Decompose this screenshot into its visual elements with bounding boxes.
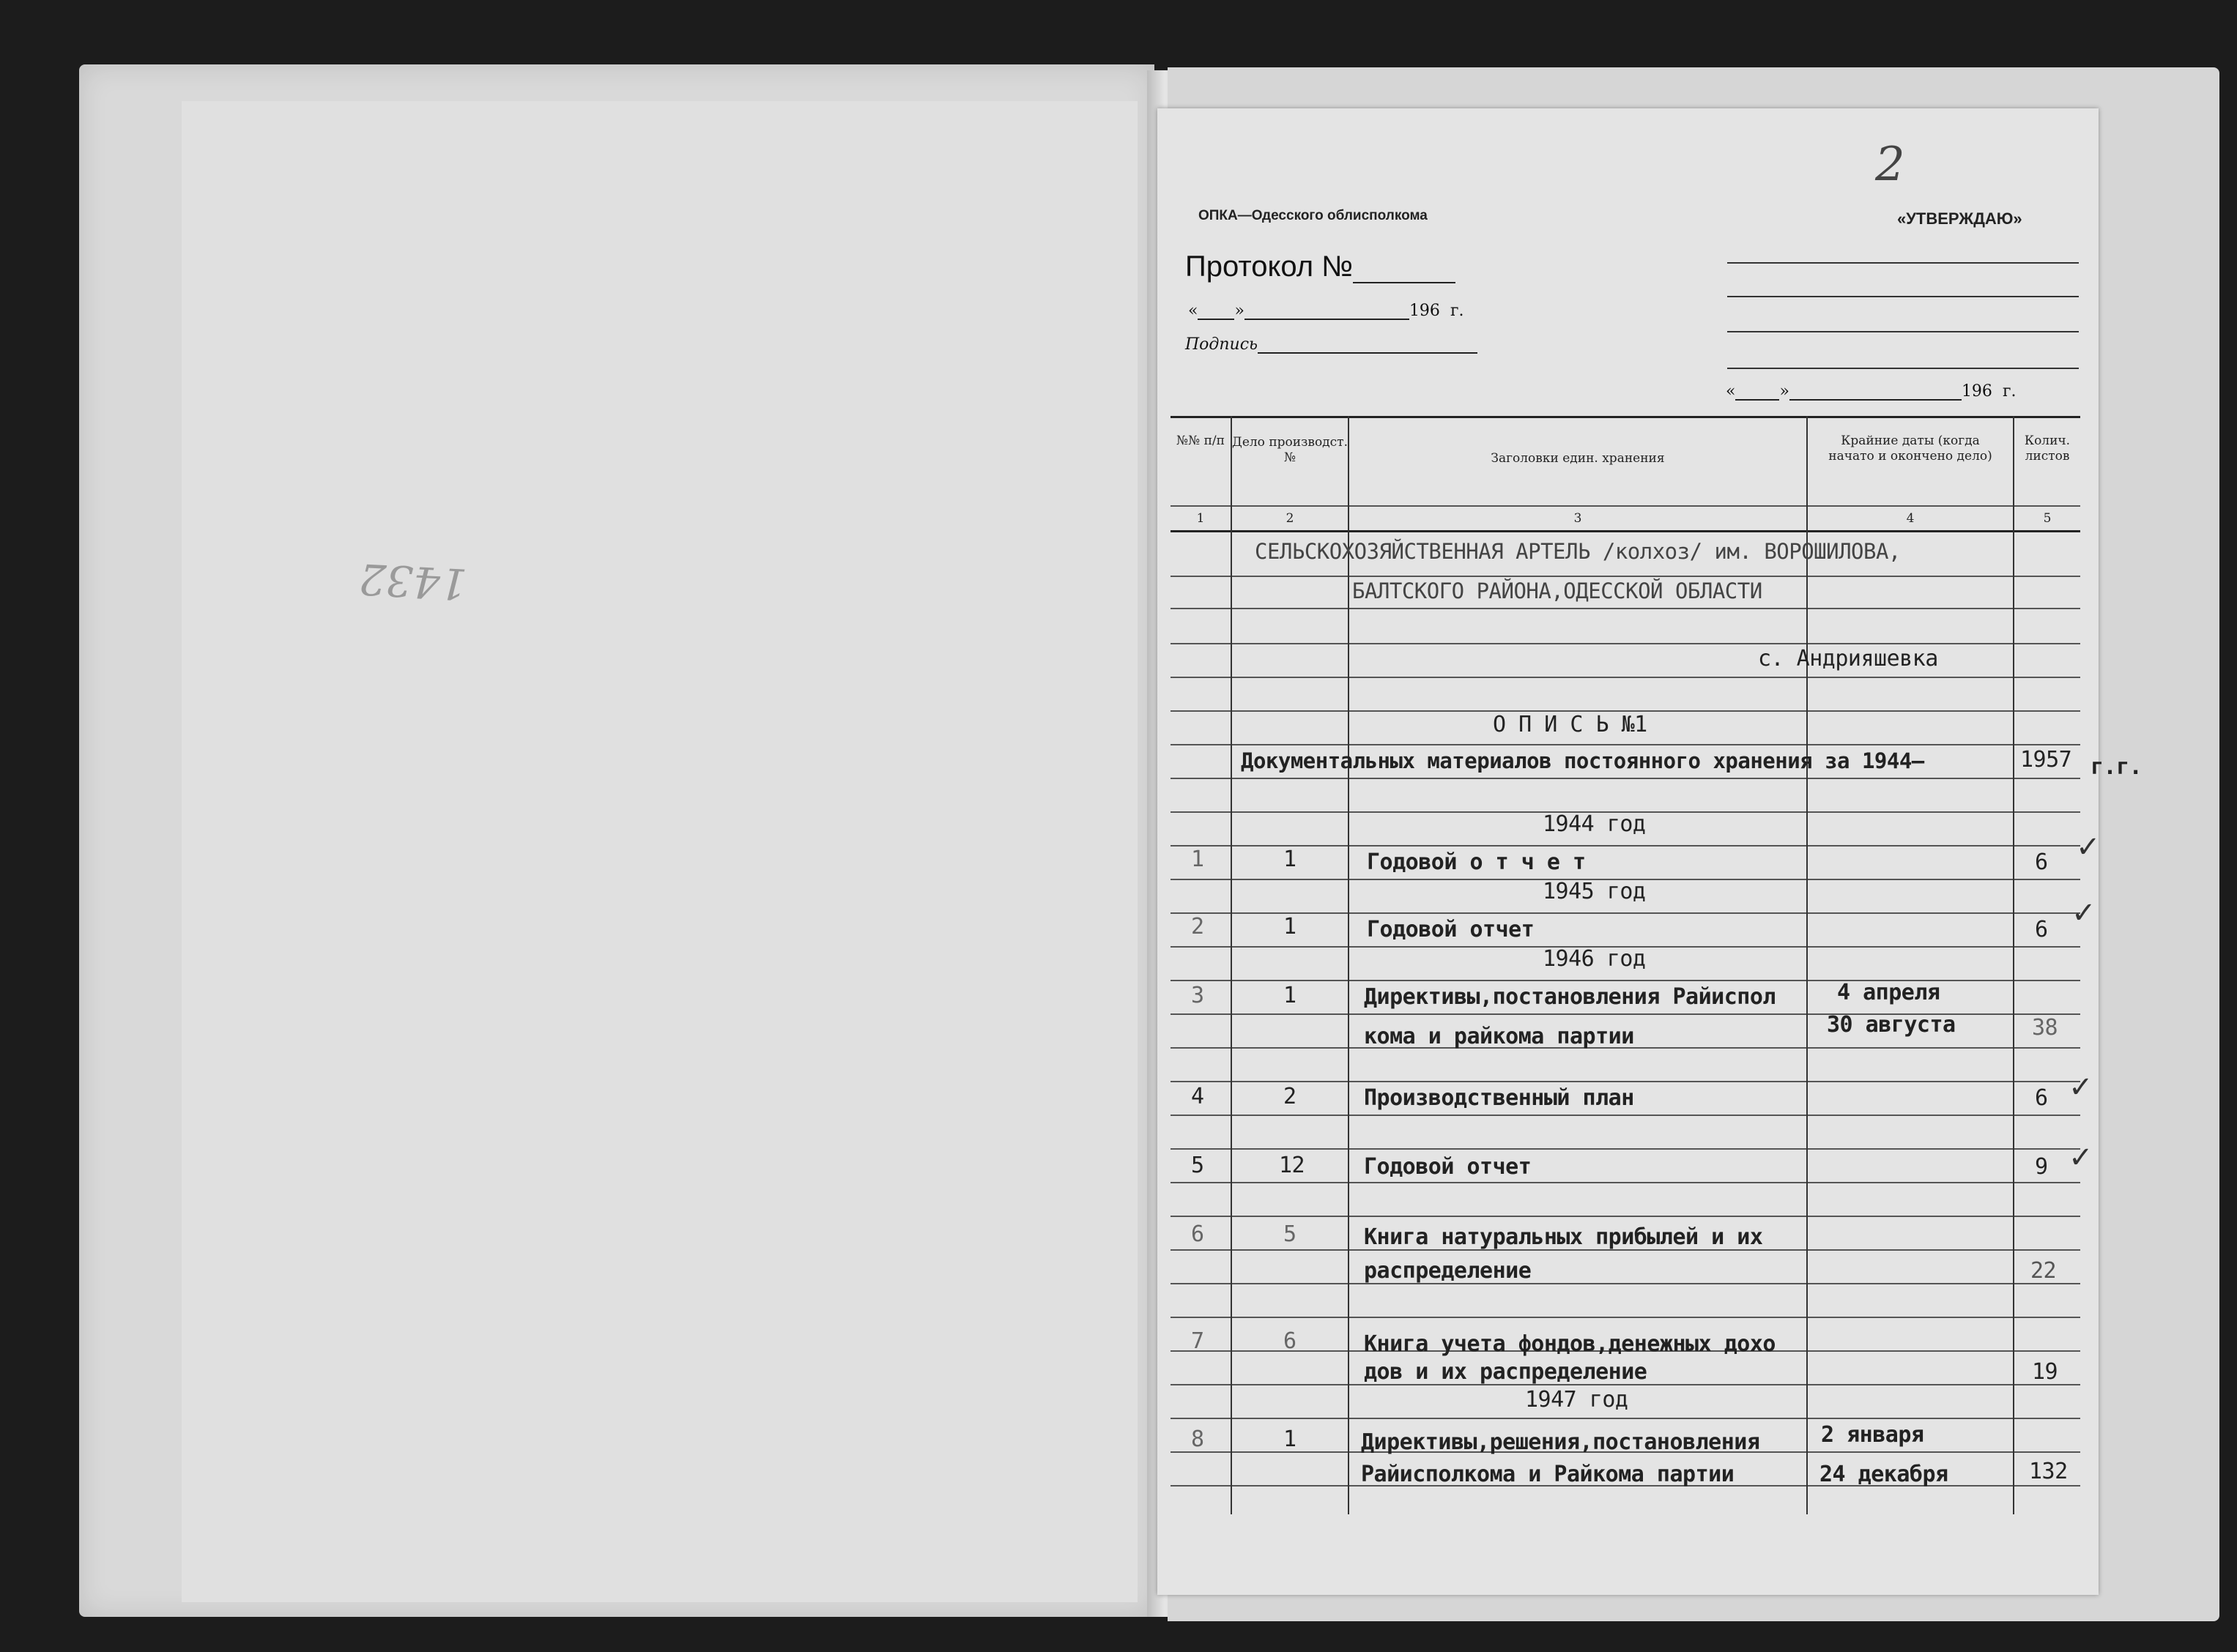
row-5-case: 12 (1279, 1153, 1305, 1178)
row-8-case: 1 (1283, 1426, 1296, 1452)
row-4-case: 2 (1283, 1084, 1296, 1109)
approve-line-2 (1727, 296, 2079, 297)
row-4-title: Производственный план (1364, 1085, 1634, 1111)
row-7-case: 6 (1283, 1328, 1296, 1354)
row-7-sheets: 19 (2032, 1359, 2058, 1385)
year-heading-1944: 1944 год (1543, 811, 1646, 837)
row-6-title-cont: распределение (1364, 1258, 1532, 1284)
inventory-subtitle-end: 1957 (2020, 747, 2072, 773)
row-3-num: 3 (1191, 983, 1204, 1008)
row-6-case: 5 (1283, 1221, 1296, 1247)
header-col1: №№ п/п (1176, 434, 1225, 448)
title-line-1: СЕЛЬСКОХОЗЯЙСТВЕННАЯ АРТЕЛЬ /колхоз/ им. ВОРОШИЛОВА, (1255, 539, 1901, 564)
date-quote-open: « (1188, 302, 1198, 320)
protocol-label: Протокол № (1185, 250, 1354, 283)
approve-year-suffix: г. (2002, 382, 2017, 401)
col-divider (2013, 416, 2014, 1514)
row-rule (1171, 1115, 2080, 1116)
row-3-title-cont: кома и райкома партии (1364, 1024, 1634, 1049)
col-number-5: 5 (2043, 511, 2052, 526)
approve-header: «УТВЕРЖДАЮ» (1897, 209, 2022, 228)
row-1-title: Годовой о т ч е т (1367, 849, 1586, 875)
row-rule (1171, 1283, 2080, 1284)
row-3-case: 1 (1283, 983, 1296, 1008)
protocol-date (1188, 302, 1463, 320)
left-page (79, 64, 1154, 1617)
inventory-table (1171, 416, 2143, 1514)
village-name: с. Андрияшевка (1758, 646, 1938, 671)
row-rule (1171, 1317, 2080, 1318)
col-number-rule (1171, 530, 2080, 532)
day-blank (1198, 319, 1234, 320)
header-rule (1171, 505, 2080, 507)
table-top-rule (1171, 416, 2080, 418)
year-prefix: 196 (1409, 302, 1440, 320)
header-col2: Дело производст. № (1232, 435, 1348, 465)
row-rule (1171, 1148, 2080, 1150)
folio-number: 2 (1875, 138, 1905, 192)
approve-date-quote-close: » (1779, 382, 1789, 401)
year-suffix: г. (1450, 302, 1464, 320)
row-1-sheets: 6 (2035, 849, 2048, 875)
col-number-2: 2 (1286, 511, 1294, 526)
row-1-num: 1 (1191, 847, 1204, 872)
year-heading-1945: 1945 год (1543, 879, 1646, 904)
approve-date-quote-open: « (1726, 382, 1736, 401)
row-5-sheets: 9 (2035, 1154, 2048, 1180)
row-rule (1171, 1418, 2080, 1419)
row-4-check-icon: ✓ (2069, 1071, 2093, 1104)
col-number-1: 1 (1196, 511, 1205, 526)
row-8-sheets: 132 (2029, 1459, 2068, 1484)
approve-line-1 (1727, 262, 2079, 264)
approve-line-3 (1727, 331, 2079, 332)
year-heading-1947: 1947 год (1525, 1387, 1628, 1413)
row-2-title: Годовой отчет (1367, 917, 1535, 942)
year-heading-1946: 1946 год (1543, 946, 1646, 972)
row-8-date-start: 2 января (1821, 1422, 1924, 1448)
row-3-title: Директивы,постановления Райиспол (1364, 984, 1776, 1010)
row-1-check-icon: ✓ (2076, 830, 2101, 864)
row-6-sheets: 22 (2030, 1258, 2057, 1284)
row-rule (1171, 1081, 2080, 1082)
title-line-2: БАЛТСКОГО РАЙОНА,ОДЕССКОЙ ОБЛАСТИ (1352, 578, 1762, 603)
col-number-4: 4 (1906, 511, 1915, 526)
protocol-line (1185, 250, 1455, 283)
row-6-title: Книга натуральных прибылей и их (1364, 1224, 1763, 1250)
row-3-date-start: 4 апреля (1837, 980, 1940, 1005)
col-divider (1806, 416, 1808, 1514)
col-divider (1348, 416, 1349, 1514)
row-rule (1171, 608, 2080, 609)
row-4-sheets: 6 (2035, 1085, 2048, 1111)
header-col4: Крайние даты (когда начато и окончено дело) (1828, 434, 1992, 464)
row-7-num: 7 (1191, 1328, 1204, 1354)
signature-label: Подпись (1185, 335, 1258, 354)
row-2-sheets: 6 (2035, 917, 2048, 942)
row-rule (1171, 1216, 2080, 1217)
row-7-title: Книга учета фондов,денежных дохо (1364, 1331, 1776, 1357)
row-rule (1171, 643, 2080, 644)
row-7-title-cont: дов и их распределение (1364, 1359, 1647, 1385)
col-divider (1231, 416, 1232, 1514)
date-quote-close: » (1234, 302, 1244, 320)
approve-year-prefix: 196 (1961, 382, 1992, 401)
approve-day-blank (1735, 399, 1779, 401)
approve-date (1726, 382, 2016, 401)
row-5-check-icon: ✓ (2069, 1141, 2093, 1175)
left-page-scrawl: 1432 (357, 554, 469, 609)
row-2-check-icon: ✓ (2071, 896, 2096, 930)
row-8-date-end: 24 декабря (1819, 1462, 1948, 1487)
row-8-title: Директивы,решения,постановления (1361, 1429, 1760, 1455)
row-rule (1171, 677, 2080, 678)
row-3-sheets: 38 (2032, 1015, 2058, 1041)
approve-month-blank (1789, 399, 1962, 401)
header-col5: Колич. листов (2024, 434, 2071, 464)
row-6-num: 6 (1191, 1221, 1204, 1247)
header-col3: Заголовки един. хранения (1491, 451, 1665, 466)
row-rule (1171, 778, 2080, 779)
inventory-subtitle-suffix: г.г. (2091, 754, 2143, 780)
signature-blank (1258, 352, 1477, 354)
row-rule (1171, 980, 2080, 981)
row-1-case: 1 (1283, 847, 1296, 872)
left-page-inner (182, 101, 1138, 1602)
row-4-num: 4 (1191, 1084, 1204, 1109)
row-rule (1171, 576, 2080, 577)
inventory-title: О П И С Ь №1 (1493, 712, 1647, 737)
row-2-case: 1 (1283, 914, 1296, 940)
row-rule (1171, 1182, 2080, 1183)
row-5-title: Годовой отчет (1364, 1154, 1532, 1180)
col-number-3: 3 (1573, 511, 1582, 526)
row-rule (1171, 845, 2080, 847)
protocol-number-blank (1353, 282, 1455, 283)
row-8-num: 8 (1191, 1426, 1204, 1452)
month-blank (1244, 319, 1409, 320)
row-8-title-cont: Райисполкома и Райкома партии (1361, 1462, 1735, 1487)
row-rule (1171, 912, 2080, 914)
org-header: ОПКА—Одесского облисполкома (1198, 208, 1428, 223)
approve-line-4 (1727, 368, 2079, 369)
signature-line (1185, 335, 1477, 354)
row-rule (1171, 744, 2080, 745)
row-3-date-end: 30 августа (1827, 1012, 1956, 1038)
row-2-num: 2 (1191, 914, 1204, 940)
row-5-num: 5 (1191, 1153, 1204, 1178)
inventory-subtitle: Документальных материалов постоянного хранения за 1944– (1241, 748, 1924, 773)
